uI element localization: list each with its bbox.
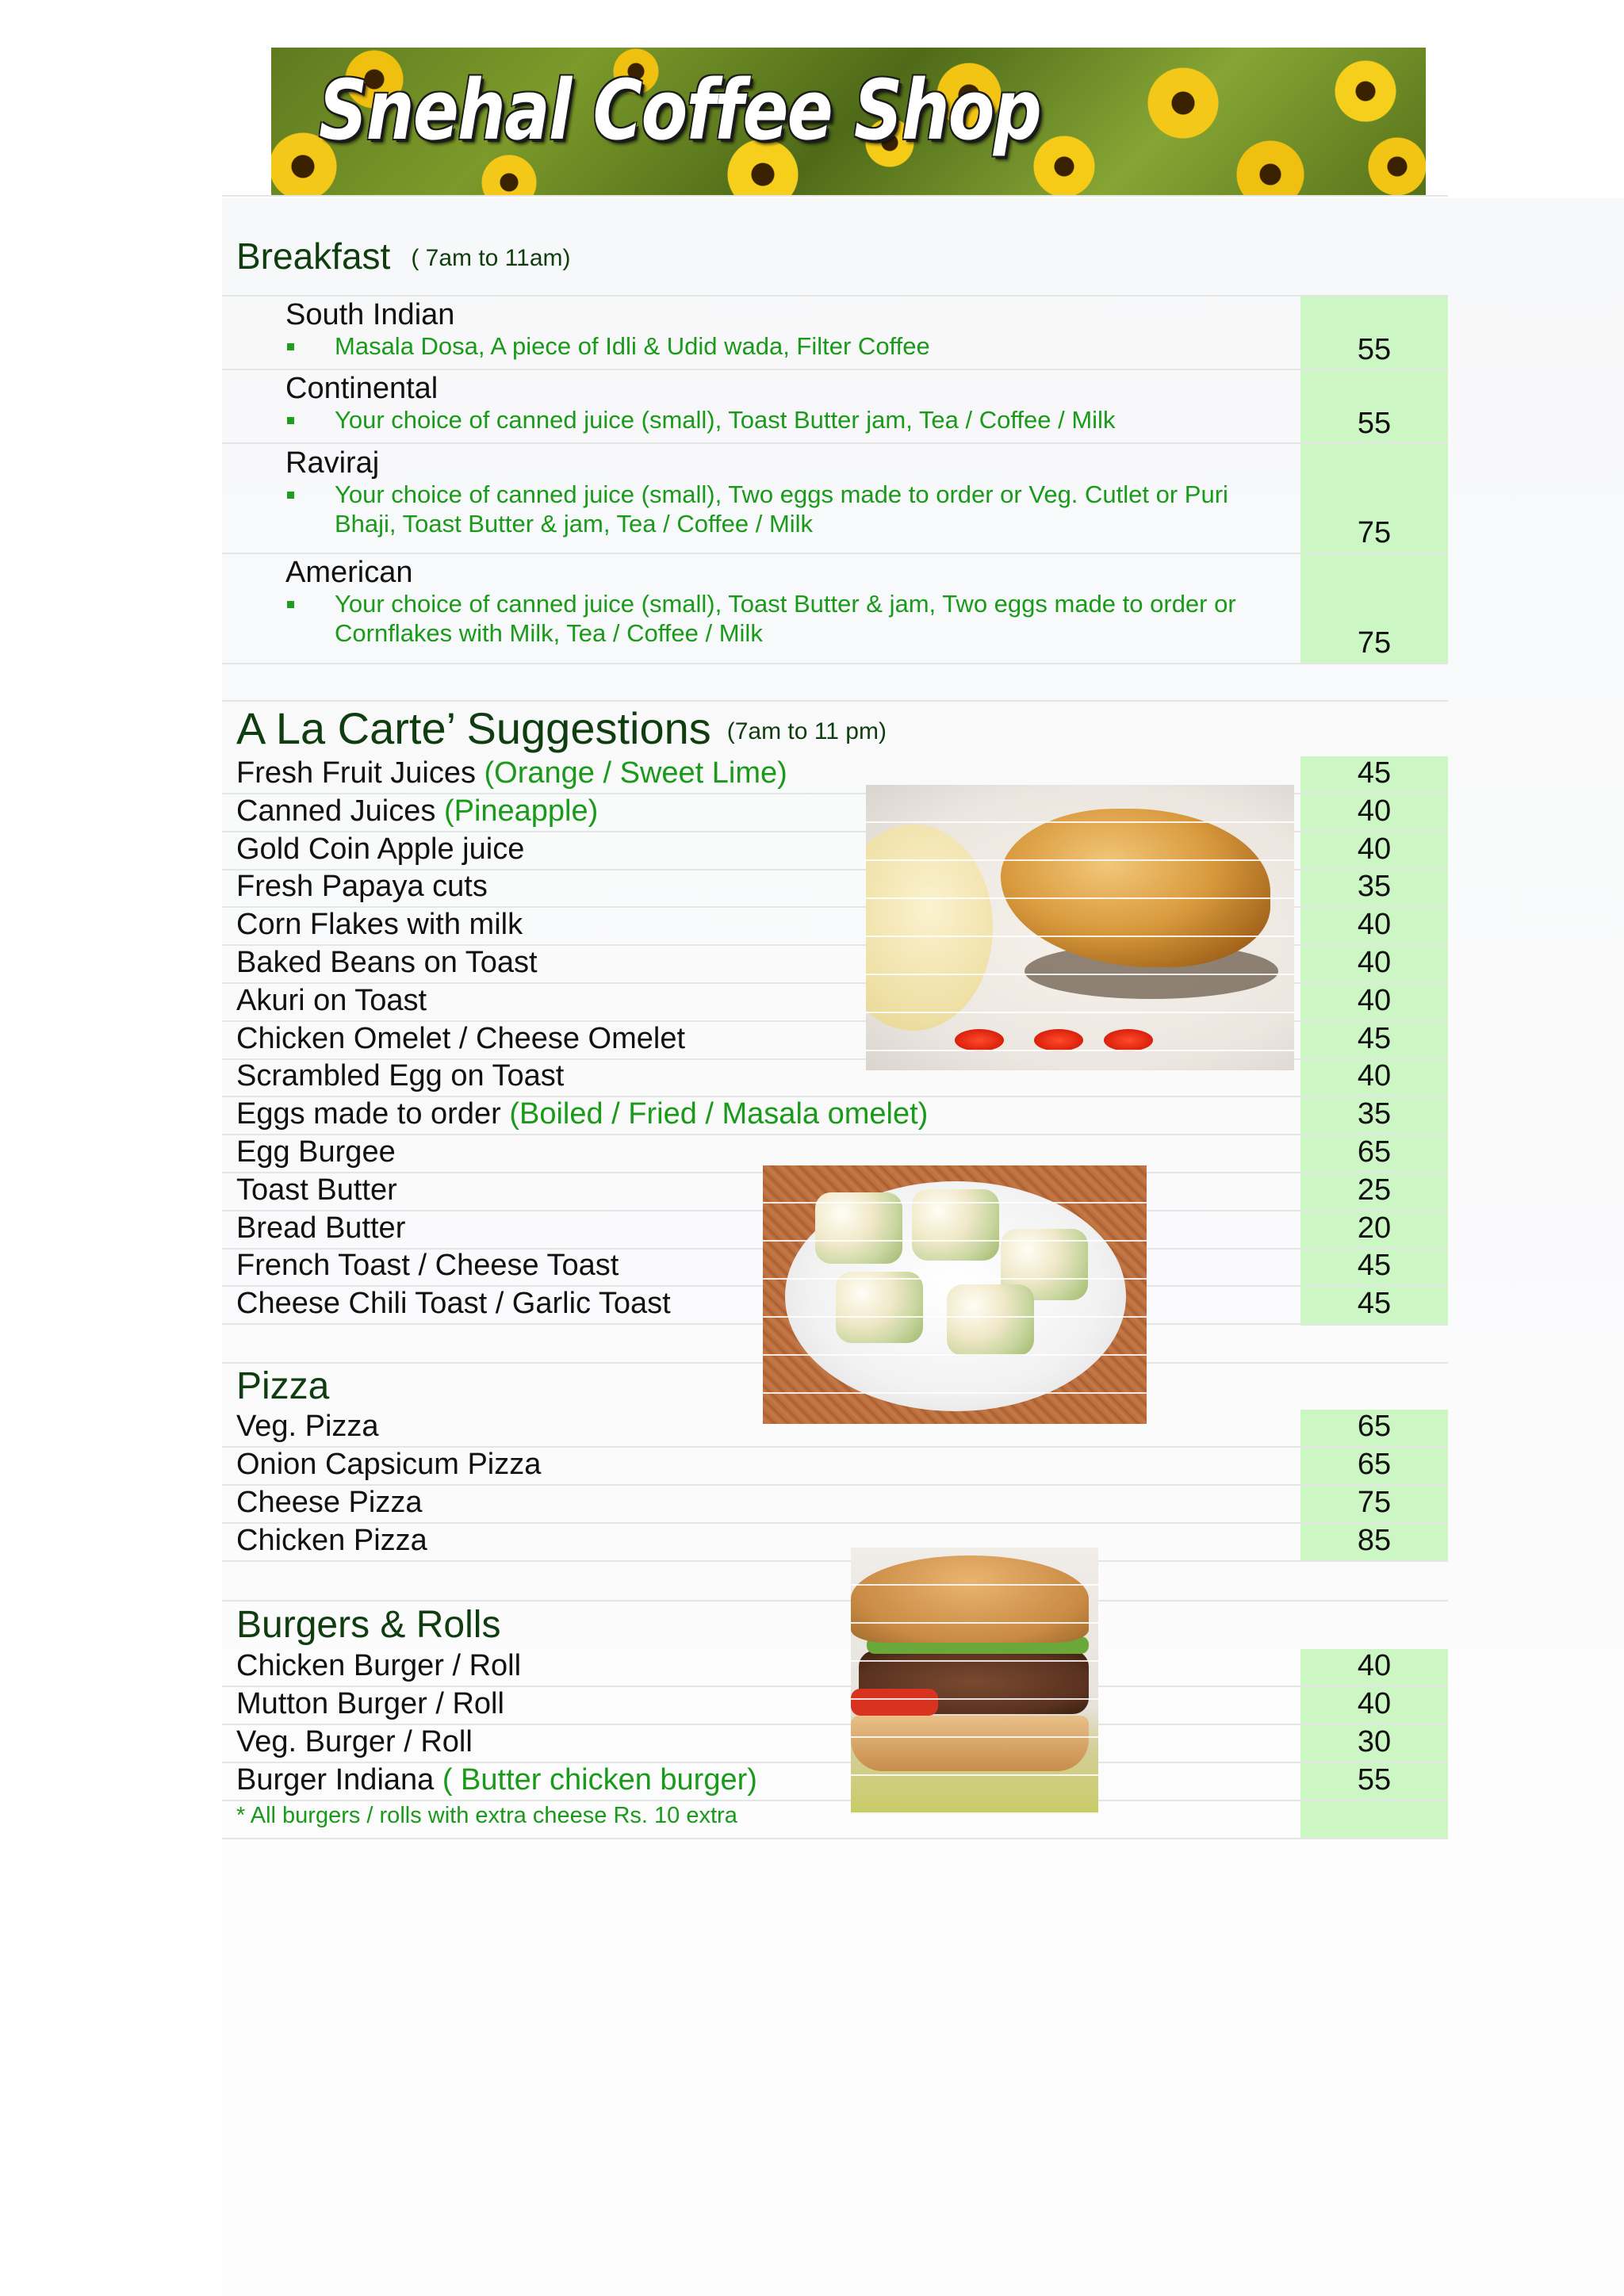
menu-item-name: Mutton Burger / Roll [236,1687,504,1720]
menu-item-name: Canned Juices [236,794,444,828]
breakfast-item-price: 75 [1357,626,1392,660]
alacarte-hours: (7am to 11 pm) [726,718,887,744]
menu-item [236,832,524,867]
menu-item [236,908,523,942]
menu-item-name: Fresh Fruit Juices [236,756,485,790]
breakfast-heading [236,235,571,277]
menu-item-price: 55 [1357,1763,1392,1797]
divider [222,1800,1448,1801]
menu-item [236,1448,541,1482]
menu-item-detail: ( Butter chicken burger) [442,1763,757,1797]
menu-item [236,984,427,1018]
breakfast-item-name: South Indian [285,298,455,331]
menu-item [236,946,538,980]
menu-item [236,1763,757,1797]
menu-item-price: 40 [1357,908,1392,942]
menu-item-detail: (Orange / Sweet Lime) [484,756,787,790]
menu-item-price: 40 [1357,1649,1392,1682]
menu-item-name: Chicken Pizza [236,1524,427,1557]
menu-item [236,1649,521,1683]
menu-item-price: 30 [1357,1725,1392,1758]
breakfast-item-name: Raviraj [285,446,380,480]
menu-item [236,794,598,828]
menu-item-name: Scrambled Egg on Toast [236,1059,565,1093]
burger-photo [851,1548,1098,1814]
breakfast-item-desc: Masala Dosa, A piece of Idli & Udid wada, Filter Coffee [335,332,930,360]
menu-item-price: 65 [1357,1410,1392,1443]
menu-item [236,1725,473,1759]
divider [222,663,1448,664]
menu-item [236,870,488,904]
burgers-heading [236,1603,500,1647]
breakfast-title: Breakfast [236,235,391,277]
burgers-title: Burgers & Rolls [236,1604,501,1646]
menu-item-name: Baked Beans on Toast [236,946,538,979]
menu-item-price: 40 [1357,1687,1392,1720]
menu-item-price: 40 [1357,983,1392,1017]
menu-item-price: 65 [1357,1448,1392,1481]
menu-item-name: Egg Burgee [236,1135,396,1169]
menu-item [236,1524,427,1558]
menu-item-name: Chicken Omelet / Cheese Omelet [236,1021,686,1055]
pizza-title: Pizza [236,1365,330,1407]
bullet-icon [287,417,294,424]
divider [222,295,1448,297]
pizza-heading [236,1364,329,1408]
menu-item-name: French Toast / Cheese Toast [236,1249,619,1283]
menu-item-price: 35 [1357,870,1392,904]
cheese-toast-photo [763,1165,1147,1424]
menu-item-price: 45 [1357,1249,1392,1283]
menu-item [236,1287,671,1321]
menu-item-price: 45 [1357,756,1392,790]
menu-item-name: Corn Flakes with milk [236,908,523,942]
menu-item [236,1486,422,1520]
menu-item [236,1173,397,1207]
bullet-icon [287,492,294,499]
divider [222,1134,1448,1135]
menu-item-price: 40 [1357,794,1392,828]
divider [222,442,1448,444]
shop-title: Snehal Coffee Shop [319,62,1041,159]
menu-item [236,1059,564,1093]
menu-item [236,1022,685,1056]
breakfast-item-price: 55 [1357,333,1392,366]
menu-item [236,756,787,790]
menu-item-name: Bread Butter [236,1211,406,1245]
divider [222,553,1448,554]
divider [222,195,1448,197]
menu-item-name: Toast Butter [236,1173,397,1207]
menu-item [236,1211,405,1246]
divider [222,1838,1448,1839]
menu-item [236,1687,504,1721]
breakfast-item-price: 75 [1357,516,1392,549]
breakfast-item-desc: Your choice of canned juice (small), Toast Butter jam, Tea / Coffee / Milk [335,406,1116,434]
menu-item-price: 45 [1357,1021,1392,1055]
bullet-icon [287,343,294,350]
menu-item-name: Cheese Pizza [236,1486,423,1519]
menu-item-price: 40 [1357,832,1392,866]
menu-item-price: 75 [1357,1486,1392,1519]
menu-item [236,1135,396,1169]
menu-item-price: 25 [1357,1173,1392,1207]
menu-item-detail: (Pineapple) [443,794,599,828]
divider [222,1600,1448,1601]
breakfast-item-name: American [285,556,413,589]
breakfast-item-price: 55 [1357,407,1392,440]
menu-item-price: 65 [1357,1135,1392,1169]
menu-item [236,1249,619,1283]
menu-item-name: Gold Coin Apple juice [236,832,525,866]
breakfast-item-desc: Your choice of canned juice (small), Toast Butter & jam, Two eggs made to order or Cornflakes with Milk, Tea / Coffee / Milk [335,590,1236,647]
menu-item-price: 35 [1357,1097,1392,1131]
menu-item-name: Veg. Pizza [236,1410,379,1443]
bullet-icon [287,601,294,608]
divider [222,369,1448,370]
menu-item-name: Eggs made to order [236,1097,510,1131]
menu-item-name: Fresh Papaya cuts [236,870,488,904]
breakfast-item-desc: Your choice of canned juice (small), Two eggs made to order or Veg. Cutlet or Puri Bhaji, Toast Butter & jam, Tea / Coffee / Milk [335,480,1228,538]
menu-item [236,1410,379,1444]
breakfast-item-name: Continental [285,372,439,405]
menu-item-name: Cheese Chili Toast / Garlic Toast [236,1287,671,1321]
burger-note: * All burgers / rolls with extra cheese Rs. 10 extra [236,1803,737,1828]
menu-item-name: Chicken Burger / Roll [236,1649,522,1682]
menu-item-price: 85 [1357,1524,1392,1557]
banner [271,48,1426,195]
breakfast-hours: ( 7am to 11am) [411,245,571,271]
menu-item-name: Veg. Burger / Roll [236,1725,473,1758]
divider [222,1560,1448,1562]
alacarte-title: A La Carte’ Suggestions [236,703,711,753]
menu-item-price: 20 [1357,1211,1392,1245]
alacarte-heading [236,702,887,754]
menu-item-price: 40 [1357,946,1392,979]
menu-item-name: Akuri on Toast [236,983,427,1017]
menu-item [236,1097,928,1131]
menu-item-price: 40 [1357,1059,1392,1093]
menu-item-detail: (Boiled / Fried / Masala omelet) [509,1097,929,1131]
menu-item-name: Onion Capsicum Pizza [236,1448,542,1481]
menu-item-name: Burger Indiana [236,1763,442,1797]
divider [222,700,1448,702]
menu-item-price: 45 [1357,1287,1392,1321]
pakora-photo [866,785,1294,1070]
